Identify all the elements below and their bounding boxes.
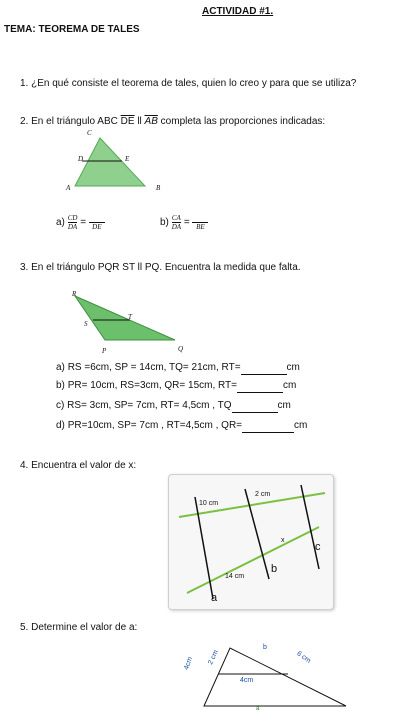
label-c: c <box>315 541 321 553</box>
q3-item-d <box>56 420 307 433</box>
label-10cm: 10 cm <box>199 500 219 507</box>
label-4cm-middle: 4cm <box>240 677 254 684</box>
answer-blank[interactable] <box>242 420 294 433</box>
triangle-abc <box>75 138 145 186</box>
label-x: x <box>281 537 285 544</box>
label-t: T <box>128 313 132 321</box>
answer-blank[interactable] <box>232 400 278 413</box>
label-2cm: 2 cm <box>255 491 271 498</box>
question-5-number: 5. <box>20 622 29 633</box>
fraction-ca-da <box>172 214 181 231</box>
topic-title: TEMA: TEOREMA DE TALES <box>4 24 140 35</box>
label-2cm-inner: 2 cm <box>207 649 220 666</box>
question-5 <box>20 622 137 634</box>
question-1-text: ¿En qué consiste el teorema de tales, quien lo creo y para que se utiliza? <box>31 78 357 89</box>
fraction-den: BE <box>196 223 205 231</box>
question-3 <box>20 262 301 274</box>
triangle-q5 <box>204 648 346 706</box>
answer-blank[interactable] <box>237 380 283 393</box>
question-3-number: 3. <box>20 262 29 273</box>
label-c: C <box>87 129 92 137</box>
q3-item-text: RS= 3cm, SP= 7cm, RT= 4,5cm , TQ <box>67 400 232 411</box>
segment-ab: $\overline{AB}$ <box>144 116 158 127</box>
fraction-num: CA <box>171 214 181 222</box>
fraction-den: DA <box>67 223 78 231</box>
label-p: P <box>102 347 107 355</box>
q3-item-label: d) <box>56 420 65 431</box>
fraction-den: DE <box>92 223 102 231</box>
q3-item-a <box>56 362 300 375</box>
proportion-b-label: b) <box>160 217 169 229</box>
triangle-figure-q5 <box>190 636 360 714</box>
label-e: E <box>125 155 130 163</box>
question-2-text-after: completa las proporciones indicadas: <box>160 116 326 127</box>
proportion-a-label: a) <box>56 217 65 229</box>
question-1-number: 1. <box>20 78 29 89</box>
equals-sign: = <box>80 217 87 229</box>
parallel-symbol: ll <box>137 116 142 127</box>
label-d: D <box>78 155 84 163</box>
parallel-lines-figure <box>168 474 334 610</box>
fraction-blank[interactable] <box>192 214 208 223</box>
q3-item-unit: cm <box>283 380 297 391</box>
proportion-b <box>160 214 208 231</box>
label-r: R <box>72 290 77 298</box>
fraction-blank-be <box>192 214 208 231</box>
question-4 <box>20 460 136 472</box>
q3-item-unit: cm <box>286 362 300 373</box>
label-s: S <box>84 320 88 328</box>
q3-item-text: PR=10cm, SP= 7cm , RT=4,5cm , QR= <box>67 420 243 431</box>
label-b: b <box>271 563 278 575</box>
question-4-number: 4. <box>20 460 29 471</box>
q3-item-label: a) <box>56 362 65 373</box>
fraction-den: DA <box>171 223 182 231</box>
q3-item-text: RS =6cm, SP = 14cm, TQ= 21cm, RT= <box>67 362 241 373</box>
question-2 <box>20 116 325 128</box>
question-2-number: 2. <box>20 116 29 127</box>
answer-blank[interactable] <box>241 362 287 375</box>
label-4cm-left: 4cm <box>183 656 195 671</box>
question-1 <box>20 78 356 90</box>
label-b: b <box>263 644 267 651</box>
activity-title: ACTIVIDAD #1. <box>202 6 274 17</box>
q3-item-c <box>56 400 291 413</box>
question-5-text: Determine el valor de a: <box>31 622 138 633</box>
q3-item-unit: cm <box>294 420 308 431</box>
label-14cm: 14 cm <box>225 573 245 580</box>
fraction-cd-da <box>68 214 78 231</box>
q3-item-label: c) <box>56 400 65 411</box>
question-3-text: En el triángulo PQR ST ll PQ. Encuentra la medida que falta. <box>31 262 301 273</box>
label-q: Q <box>178 345 184 353</box>
q3-item-text: PR= 10cm, RS=3cm, QR= 15cm, RT= <box>67 380 238 391</box>
fraction-num: CD <box>67 214 78 222</box>
parallel-lines-diagram <box>169 475 333 609</box>
fraction-blank[interactable] <box>89 214 105 223</box>
q3-item-b <box>56 380 296 393</box>
segment-de: $\overline{DE}$ <box>120 116 135 127</box>
label-a: a <box>211 592 218 604</box>
label-a: A <box>66 184 71 192</box>
q3-item-unit: cm <box>277 400 291 411</box>
triangle-pqr <box>75 296 175 340</box>
proportion-a <box>56 214 105 231</box>
fraction-blank-de <box>89 214 105 231</box>
question-2-text-before: En el triángulo ABC <box>31 116 118 127</box>
label-a: a <box>256 706 260 712</box>
triangle-abc-figure <box>60 128 170 198</box>
parallel-line-3 <box>301 485 319 569</box>
equals-sign: = <box>183 217 190 229</box>
label-6cm-right: 6 cm <box>295 650 312 665</box>
question-4-text: Encuentra el valor de x: <box>31 460 137 471</box>
label-b: B <box>156 184 161 192</box>
q3-item-label: b) <box>56 380 65 391</box>
